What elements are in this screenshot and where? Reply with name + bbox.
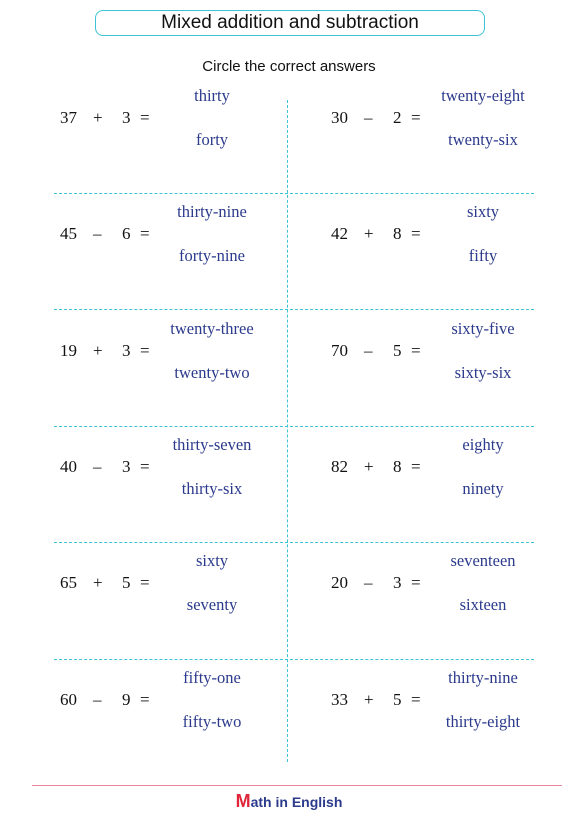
first-operand: 60 — [60, 690, 77, 709]
equals-sign: = — [140, 341, 150, 360]
answer-choice[interactable]: sixty-five — [451, 319, 515, 338]
footer-divider — [32, 785, 562, 786]
worksheet-title: Mixed addition and subtraction — [95, 10, 485, 36]
operator: + — [364, 224, 374, 243]
first-operand: 40 — [60, 457, 77, 476]
answer-choice[interactable]: thirty-nine — [448, 668, 518, 687]
first-operand: 33 — [331, 690, 348, 709]
answer-choice[interactable]: sixty — [195, 551, 229, 570]
problem-item — [0, 429, 504, 545]
answer-choice[interactable]: eighty — [462, 435, 504, 454]
second-operand: 8 — [393, 224, 402, 243]
answer-choice[interactable]: ninety — [462, 479, 504, 498]
answer-choice[interactable]: sixty — [466, 202, 500, 221]
operator: – — [364, 108, 373, 127]
answer-choice[interactable]: seventeen — [450, 551, 516, 570]
first-operand: 30 — [331, 108, 348, 127]
operator: – — [93, 224, 102, 243]
first-operand: 45 — [60, 224, 77, 243]
operator: + — [93, 573, 103, 592]
problem-item — [0, 80, 525, 196]
operator: + — [93, 341, 103, 360]
second-operand: 6 — [122, 224, 131, 243]
answer-choice[interactable]: sixteen — [459, 595, 507, 614]
second-operand: 3 — [122, 457, 131, 476]
answer-choice[interactable]: thirty-nine — [177, 202, 247, 221]
answer-choice[interactable]: fifty-one — [183, 668, 241, 687]
answer-choice[interactable]: forty-nine — [179, 246, 245, 265]
second-operand: 8 — [393, 457, 402, 476]
first-operand: 65 — [60, 573, 77, 592]
answer-choice[interactable]: twenty-eight — [441, 86, 525, 105]
answer-choice[interactable]: fifty — [468, 246, 498, 265]
problem-item — [0, 196, 500, 312]
equals-sign: = — [411, 224, 421, 243]
equals-sign: = — [411, 690, 421, 709]
answer-choice[interactable]: thirty-eight — [445, 712, 521, 731]
operator: – — [93, 457, 102, 476]
answer-choice[interactable]: twenty-six — [448, 130, 518, 149]
problem-item — [0, 313, 515, 429]
operator: + — [364, 690, 374, 709]
problem-item — [0, 662, 521, 778]
answer-choice[interactable]: forty — [195, 130, 229, 149]
first-operand: 82 — [331, 457, 348, 476]
equals-sign: = — [411, 341, 421, 360]
operator: – — [364, 341, 373, 360]
equals-sign: = — [140, 690, 150, 709]
first-operand: 19 — [60, 341, 77, 360]
second-operand: 5 — [122, 573, 131, 592]
second-operand: 3 — [393, 573, 402, 592]
equals-sign: = — [411, 108, 421, 127]
operator: – — [93, 690, 102, 709]
answer-choice[interactable]: twenty-three — [170, 319, 254, 338]
second-operand: 2 — [393, 108, 402, 127]
equals-sign: = — [140, 457, 150, 476]
second-operand: 5 — [393, 341, 402, 360]
second-operand: 5 — [393, 690, 402, 709]
brand-initial: M — [235, 791, 251, 811]
answer-choice[interactable]: fifty-two — [182, 712, 242, 731]
equals-sign: = — [411, 457, 421, 476]
problem-item — [0, 545, 516, 661]
brand-name: ath in English — [250, 794, 343, 810]
first-operand: 37 — [60, 108, 77, 127]
equals-sign: = — [140, 108, 150, 127]
equals-sign: = — [140, 573, 150, 592]
operator: + — [93, 108, 103, 127]
equals-sign: = — [140, 224, 150, 243]
equals-sign: = — [411, 573, 421, 592]
answer-choice[interactable]: seventy — [186, 595, 238, 614]
answer-choice[interactable]: twenty-two — [174, 363, 250, 382]
second-operand: 3 — [122, 108, 131, 127]
operator: + — [364, 457, 374, 476]
answer-choice[interactable]: thirty-six — [181, 479, 243, 498]
answer-choice[interactable]: thirty-seven — [172, 435, 252, 454]
answer-choice[interactable]: sixty-six — [454, 363, 512, 382]
answer-choice[interactable]: thirty — [194, 86, 230, 105]
instruction-text: Circle the correct answers — [202, 58, 376, 75]
column-divider — [287, 100, 288, 762]
first-operand: 42 — [331, 224, 348, 243]
first-operand: 70 — [331, 341, 348, 360]
first-operand: 20 — [331, 573, 348, 592]
operator: – — [364, 573, 373, 592]
second-operand: 3 — [122, 341, 131, 360]
brand-logo — [0, 791, 578, 812]
second-operand: 9 — [122, 690, 131, 709]
